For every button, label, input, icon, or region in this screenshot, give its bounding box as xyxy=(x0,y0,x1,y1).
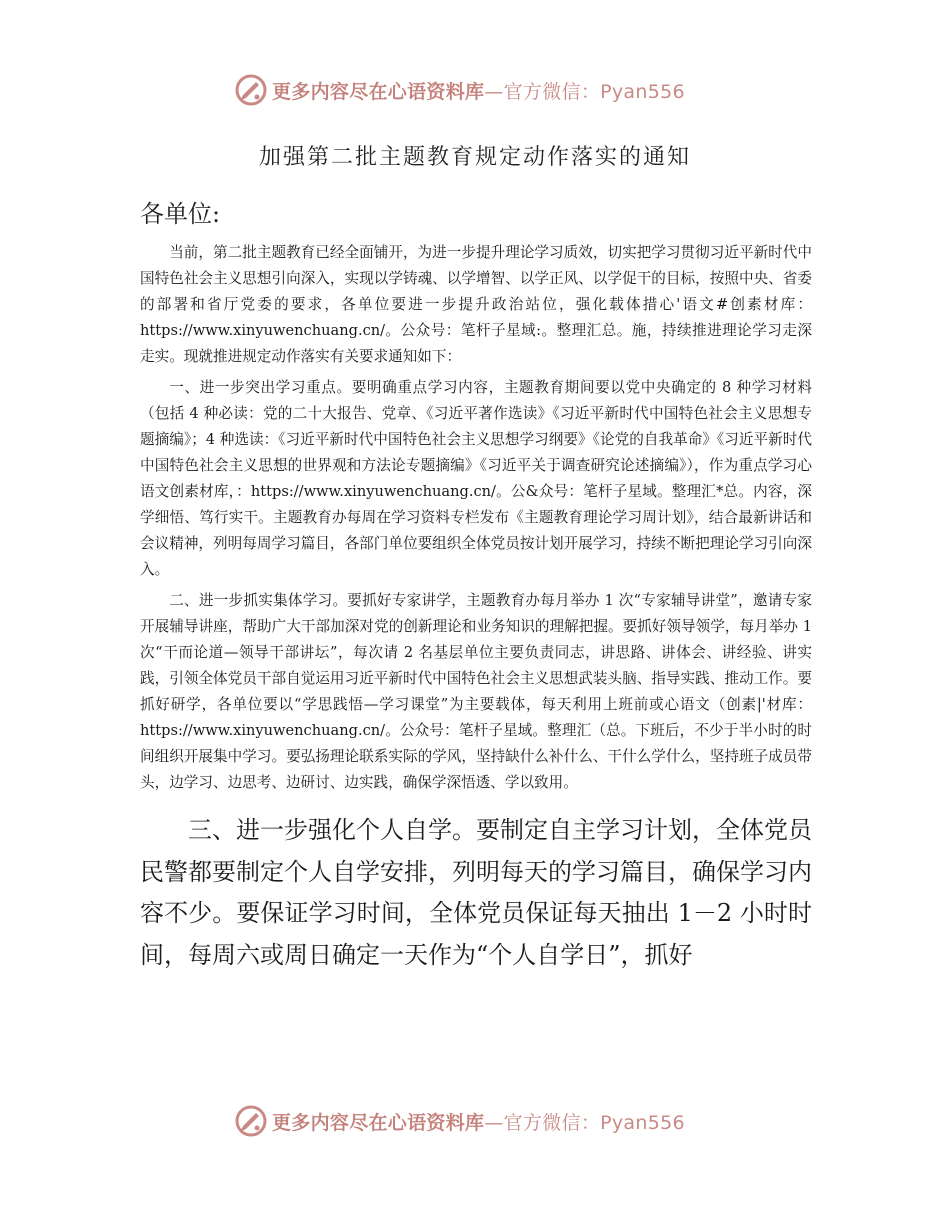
watermark-text-bold: 更多内容尽在心语资料库 xyxy=(272,1111,485,1134)
paragraph-section-2: 二、进一步抓实集体学习。要抓好专家讲学，主题教育办每月举办 1 次“专家辅导讲堂”，邀请专家开展辅导讲座，帮助广大干部加深对党的创新理论和业务知识的理解把握。要抓好领导领学，每月举办 1 次“干而论道—领导干部讲坛”，每次请 2 名基层单位主要负责同志，讲思路、讲体会、讲经验、讲实践，引领全体党员干部自觉运用习近平新时代中国特色社会主义思想武装头脑、指导实践、推动工作。要抓好研学，各单位要以“学思践悟—学习课堂”为主要载体，每天利用上班前或心语文（创素|'材库：https://www.xinyuwenchuang.cn/。公众号：笔杆子星域。整理汇（总。下班后，不少于半小时的时间组织开展集中学习。要弘扬理论联系实际的学风，坚持缺什么补什么、干什么学什么，坚持班子成员带头，边学习、边思考、边研讨、边实践，确保学深悟透、学以致用。 xyxy=(140,592,812,791)
watermark-text xyxy=(272,1108,685,1135)
paragraph-section-3: 三、进一步强化个人自学。要制定自主学习计划，全体党员民警都要制定个人自学安排，列明每天的学习篇目，确保学习内容不少。要保证学习时间，全体党员保证每天抽出 1－2 小时时间，每周六或周日确定一天作为“个人自学日”，抓好 xyxy=(140,816,812,969)
brand-logo-icon xyxy=(234,1104,268,1138)
watermark-banner-bottom xyxy=(234,1101,685,1141)
watermark-text-rest: —官方微信：Pyan556 xyxy=(484,80,685,103)
watermark-text-bold: 更多内容尽在心语资料库 xyxy=(272,80,485,103)
paragraph-intro: 当前，第二批主题教育已经全面铺开，为进一步提升理论学习质效，切实把学习贯彻习近平新时代中国特色社会主义思想引向深入，实现以学铸魂、以学增智、以学正风、以学促干的目标，按照中央、省委的部署和省厅党委的要求，各单位要进一步提升政治站位，强化载体措心'语文#创素材库：https://www.xinyuwenchuang.cn/。公众号：笔杆子星域:。整理汇总。施，持续推进理论学习走深走实。现就推进规定动作落实有关要求通知如下： xyxy=(140,244,812,365)
watermark-text xyxy=(272,77,685,104)
brand-logo-icon xyxy=(234,73,268,107)
salutation: 各单位: xyxy=(140,200,221,228)
document-title: 加强第二批主题教育规定动作落实的通知 xyxy=(258,145,691,170)
paragraph-section-1: 一、进一步突出学习重点。要明确重点学习内容，主题教育期间要以党中央确定的 8 种学习材料（包括 4 种必读：党的二十大报告、党章、《习近平著作选读》《习近平新时代中国特色社会主义思想专题摘编》；4 种选读：《习近平新时代中国特色社会主义思想学习纲要》《论党的自我革命》《习近平新时代中国特色社会主义思想的世界观和方法论专题摘编》《习近平关于调查研究论述摘编》），作为重点学习心语文创素材库，：https://www.xinyuwenchuang.cn/。公&众号：笔杆子星域。整理汇*总。内容，深学细悟、笃行实干。主题教育办每周在学习资料专栏发布《主题教育理论学习周计划》，结合最新讲话和会议精神，列明每周学习篇目，各部门单位要组织全体党员按计划开展学习，持续不断把理论学习引向深入。 xyxy=(140,379,812,578)
watermark-text-rest: —官方微信：Pyan556 xyxy=(484,1111,685,1134)
document-body xyxy=(140,240,812,976)
watermark-banner-top xyxy=(234,70,685,110)
